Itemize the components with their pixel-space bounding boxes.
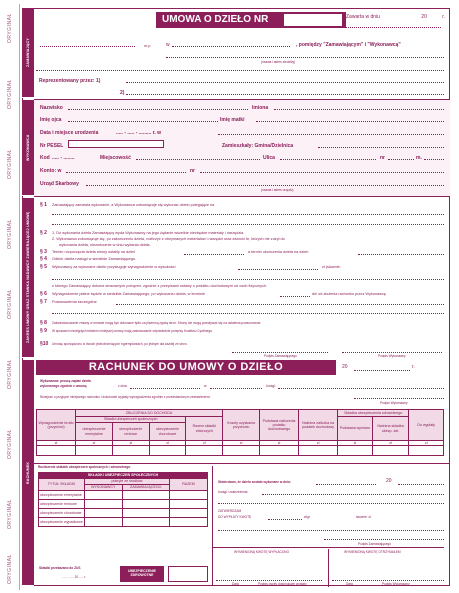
imie-matki-field[interactable] (256, 121, 444, 122)
table-header-skladki: Składki ubezpieczeń społecznych (76, 417, 186, 423)
table-header-zdrowotna: Składka ubezpieczenia zdrowotnego (338, 410, 409, 417)
col-header: ubezpieczenie rentowe (112, 423, 149, 441)
skladka-row-label: ubezpieczenie emerytalne (39, 491, 85, 500)
col-header: Razem składki zbiorczych (186, 417, 223, 441)
gmina-field[interactable] (318, 147, 444, 148)
urzad-label: Urząd Skarbowy (40, 181, 79, 187)
amount-cell[interactable] (170, 491, 208, 500)
otrzymalem-signature-field[interactable] (332, 580, 444, 581)
wykonane-date-field[interactable] (316, 484, 376, 485)
imiona-label: Imiona (252, 105, 269, 111)
special-terms-field-2[interactable] (52, 313, 444, 314)
nazwisko-field[interactable] (68, 109, 248, 110)
amount-cell[interactable] (122, 491, 169, 500)
col-header: ZAMAWIAJĄCEGO (122, 485, 169, 491)
rachunek-signature-label: Podpis Wykonawcy (380, 401, 408, 405)
place-field[interactable] (172, 46, 290, 47)
rachunek-line-b: wykonanego zgodnie z umową (40, 384, 87, 388)
paragraph-text: Zakwestionowanie zmiany w umowie mogą być dokonane tylko za pisemną zgodą stron. Strony nie mogą powoływać się na ustalenia pozaumowne. (52, 321, 262, 325)
zamawiajacy-name-field[interactable] (166, 57, 444, 58)
sidebar-rachunek: RACHUNEK (22, 360, 34, 586)
contract-title: UMOWA O DZIEŁO NR (156, 12, 346, 28)
uwagi-label: Uwagi i zastrzeżenia: (218, 490, 249, 494)
zamawiajacy-signature-label: Podpis Zamawiającego (264, 354, 297, 358)
dzielo-field-2[interactable] (52, 224, 444, 225)
paragraph-text: z którego Zamawiający dokona stosownych potrąceń, zgodnie z przepisami ustawy o podatku dochodowym od osób fizycznych. (52, 284, 268, 288)
kwota-field[interactable] (268, 519, 302, 520)
amount-cell[interactable] (149, 446, 186, 456)
col-header: Należna zaliczka na podatek dochodowy (299, 410, 338, 441)
unit-cell: zł (223, 441, 260, 446)
amount-cell[interactable] (85, 518, 123, 527)
paragraph-text: Wykonawcy za wykonane dzieło przysługuje wynagrodzenie w wysokości (52, 265, 176, 269)
col-header: TYTUŁ SKŁADKI (39, 479, 85, 491)
m-label: m. (416, 155, 422, 161)
rachunek-date-label: z dnia: (118, 384, 128, 388)
konto-label: Konto: w (40, 168, 62, 174)
amount-cell[interactable] (122, 509, 169, 518)
m-field[interactable] (424, 159, 444, 160)
unit-cell: zł (76, 441, 113, 446)
divider (34, 196, 450, 197)
nr-field[interactable] (388, 159, 414, 160)
amount-cell[interactable] (37, 446, 76, 456)
date-field[interactable] (346, 27, 441, 28)
zamawiajacy-address-field[interactable] (36, 70, 444, 71)
zamawiajacy-signature-field[interactable] (232, 352, 328, 353)
do-wyplaty-label: DO WYPŁATY KWOTĘ (218, 515, 252, 519)
divider-bar (212, 547, 444, 548)
ulica-label: Ulica (263, 155, 275, 161)
wyplacono-signature-field[interactable] (216, 580, 322, 581)
paragraph-number: §10 (40, 341, 49, 347)
col-header: Podstawa naliczenia podatku dochodowego (259, 410, 298, 441)
amount-cell[interactable] (186, 446, 223, 456)
pesel-field[interactable] (68, 140, 164, 148)
uwagi-field-2[interactable] (218, 503, 444, 504)
amount-cell[interactable] (223, 446, 260, 456)
unit-cell: zł (149, 441, 186, 446)
dzielo-field[interactable] (52, 214, 444, 215)
original-strip (6, 4, 20, 590)
kasjer-signature-label: Podpis osoby dokonującej wypłaty (258, 582, 307, 586)
col-header: Wynagrodzenie brutto (przychód) (37, 410, 76, 441)
paragraph-text: W sprawach nieobjętych tekstem niniejszej umowy mają zastosowanie odpowiednie przepisy Kodeksu Cywilnego. (52, 329, 213, 333)
representative-1-field[interactable] (126, 82, 444, 83)
skladka-row-label: ubezpieczenie chorobowe (39, 509, 85, 518)
skladki-table (38, 472, 208, 527)
col-header: RAZEM (170, 479, 208, 491)
unit-cell: zł (259, 441, 298, 446)
otrzymalem-label: WYMIENIONĄ KWOTĘ OTRZYMAŁEM (344, 550, 401, 554)
rachunek-date-field[interactable] (354, 370, 410, 371)
rachunek-request: Niniejsze o przyjęcie niniejszego rachunku i dokonanie wypłaty wynagrodzenia zgodnie z przedstawionym zestawieniem: (40, 395, 211, 399)
amount-cell[interactable] (85, 491, 123, 500)
end-date-label: a termin ukończenia dzieła na dzień (248, 250, 309, 254)
slownie-zl-label: słownie: zł (356, 515, 371, 519)
col-header: Do wypłaty (409, 410, 444, 441)
unit-cell: zł (186, 441, 223, 446)
paragraph-text: Umowę sporządzono w dwóch jednobrzmiących egzemplarzach, po jednym dla każdej ze stron. (52, 342, 188, 346)
sidebar-wykonawca: WYKONAWCA (22, 100, 34, 196)
paragraph-text: Wynagrodzenie płatne będzie w siedzibie Zamawiającego, po wykonaniu dzieła, w terminie (52, 292, 205, 296)
data-urodzenia-mask: ..... - ..... - ......... r. w (116, 130, 162, 136)
vertical-divider (328, 549, 329, 587)
strip-label: ORYGINAŁ (7, 219, 13, 249)
paragraph-number: § 2 (40, 230, 47, 236)
rachunek-year: 20 (342, 364, 348, 370)
amount-cell[interactable] (259, 446, 298, 456)
unit-cell: zł (299, 441, 338, 446)
sidebar-zamawiajacy: ZAMAWIAJĄCY (22, 8, 34, 98)
zl-label: zł/gr (304, 515, 311, 519)
skladki-title: SKŁADKI UBEZPIECZEŃ SPOŁECZNYCH (39, 473, 208, 479)
unit-cell: zł (338, 441, 372, 446)
paragraph-text: Odbiór dzieła nastąpi w siedzibie Zamawiającego. (52, 257, 136, 261)
end-date-field[interactable] (358, 254, 444, 255)
kod-label: Kod (40, 155, 50, 161)
divider (34, 463, 450, 464)
strip-label: ORYGINAŁ (7, 554, 13, 584)
vertical-divider (212, 466, 213, 586)
special-terms-field[interactable] (116, 304, 444, 305)
zatwierdzam-signature-label: Podpis Zamawiającego (358, 542, 391, 546)
ubezpieczenie-zdrowotne-box: UBEZPIECZENIE ZDROWOTNE (120, 566, 164, 582)
miejscowosc-field[interactable] (136, 159, 260, 160)
slownie-field[interactable] (52, 279, 444, 280)
paragraph-number: § 9 (40, 328, 47, 334)
bank-field[interactable] (66, 172, 186, 173)
paragraph-text: 1. Do wykonania dzieła Zamawiający wyda Wykonawcy na jego żądanie wszelkie niezbędne materiały i narzędzia. (52, 231, 245, 235)
strip-label: ORYGINAŁ (7, 499, 13, 529)
zatwierdzam-signature-field[interactable] (324, 539, 444, 540)
paragraph-text: wykonania dzieła, niezwłocznie w dniu wydania dzieła. (59, 243, 151, 247)
paragraph-number: § 6 (40, 291, 47, 297)
ulica-field[interactable] (280, 159, 376, 160)
rachunek-uwagi-field[interactable] (278, 388, 444, 389)
pesel-label: Nr PESEL (40, 143, 64, 149)
nazwisko-label: Nazwisko (40, 105, 63, 111)
skladka-row-label: ubezpieczenie rentowe (39, 500, 85, 509)
wykonawca-final-signature-label: Podpis Wykonawcy (382, 582, 410, 586)
col-header: pokryte ze środków (85, 479, 170, 485)
urzad-field[interactable] (86, 185, 444, 186)
col-header: ubezpieczenie chorobowe (149, 423, 186, 441)
representative-2-label: 2) (120, 90, 125, 96)
miejsce-urodzenia-field[interactable] (218, 134, 444, 135)
paragraph-number: § 8 (40, 320, 47, 326)
paragraph-number: § 4 (40, 256, 47, 262)
table-header-main: ZBLICZENIA DO DOCHODU (76, 410, 223, 417)
strip-label: ORYGINAŁ (7, 13, 13, 43)
unit-cell: zł (409, 441, 444, 446)
date-line: Zawarta w dniu 20 r. (346, 14, 446, 20)
col-header: Należna składka ubezp. zdr. (372, 417, 409, 441)
strip-label: ORYGINAŁ (7, 289, 13, 319)
paragraph-text: Postanowienia szczególne (52, 300, 97, 304)
start-date-field[interactable] (184, 254, 244, 255)
paragraph-number: § 1 (40, 202, 47, 208)
miejscowosc-label: Miejscowość (100, 155, 131, 161)
wyplacono-label: WYMIENIONĄ KWOTĘ WYPŁACONO (234, 550, 290, 554)
amount-cell[interactable] (85, 500, 123, 509)
calculation-table (36, 409, 444, 456)
kod-mask: ..... - ........ (52, 155, 75, 161)
data-label: Data (346, 582, 353, 586)
stwierdzam-label: Stwierdzam, że dzieło zostało wykonane w dniu: (218, 480, 291, 484)
amount-cell[interactable] (338, 446, 372, 456)
name-caption: (nazwa i adres siedziby) (261, 60, 296, 64)
przekazano-label: Składki przekazano do ZUS (39, 566, 81, 570)
representative-label: Reprezentowany przez: 1) (39, 78, 101, 84)
amount-cell[interactable] (122, 500, 169, 509)
rachunek-umowa-date-field[interactable] (130, 388, 200, 389)
rachunek-place-field[interactable] (210, 388, 262, 389)
amount-cell[interactable] (76, 446, 113, 456)
between-text: , pomiędzy "Zamawiającym" i "Wykonawcą" (296, 42, 401, 48)
rachunek-place-label: w: (204, 384, 208, 388)
nr-label: nr (380, 155, 385, 161)
urzad-caption: (nazwa i adres urzędu) (261, 188, 294, 192)
konto-nr-label: nr (190, 168, 195, 174)
stamp-line[interactable] (40, 46, 135, 47)
uwagi-field[interactable] (262, 494, 444, 495)
zatwierdzam-label: ZATWIERDZAM (218, 509, 242, 513)
amount-cell[interactable] (170, 509, 208, 518)
amount-cell[interactable] (409, 446, 444, 456)
amount-cell[interactable] (122, 518, 169, 527)
paragraph-number: § 7 (40, 299, 47, 305)
paragraph-text: Termin rozpoczęcia dzieła strony ustaliły na dzień (52, 250, 136, 254)
rozliczenie-heading: Rozliczenie składek ubezpieczeń społecznych i zdrowotnego (38, 465, 131, 469)
wykonane-year: 20 (386, 478, 392, 484)
paragraph-text: 2. Wykonawca zobowiązuje się, po zakończeniu dzieła, rozliczyć z otrzymanych materiałów i narzędzi oraz zwrócić te, których nie zużył do (52, 237, 285, 241)
data-urodzenia-label: Data i miejsce urodzenia (40, 130, 99, 136)
amount-cell[interactable] (372, 446, 409, 456)
imie-matki-label: Imię matki (220, 117, 245, 123)
imie-ojca-field[interactable] (68, 121, 218, 122)
col-header: Koszty uzyskania przychodu (223, 410, 260, 441)
imie-ojca-label: Imię ojca (40, 117, 62, 123)
col-header: ubezpieczenie emerytalne (76, 423, 113, 441)
payment-days-field[interactable] (280, 296, 310, 297)
amount-cell[interactable] (85, 509, 123, 518)
sidebar-zakres: ZAKRES UMOWY ORAZ STAWKA NADAWCY ZAWIERAJĄCEJ UMOWĘ (22, 198, 34, 358)
wynagrodzenie-field[interactable] (238, 269, 318, 270)
zamieszkaly-label: Zamieszkały: Gmina/Dzielnica (222, 143, 294, 149)
slownie-kwota-field[interactable] (218, 530, 444, 531)
paragraph-text: Zamawiający zamawia wykonanie, a Wykonawca zobowiązuje się wykonać dzieło polegające na (52, 203, 215, 207)
slownie-label: zł (słownie: (322, 265, 341, 269)
rachunek-title: RACHUNEK DO UMOWY O DZIEŁO (36, 360, 336, 375)
rachunek-line-a: Wykonawca: proszę zapłać dzieła (40, 379, 91, 383)
imiona-field[interactable] (274, 109, 444, 110)
unit-cell: zł (112, 441, 149, 446)
amount-cell[interactable] (170, 518, 208, 527)
wykonawca-signature-field[interactable] (342, 352, 442, 353)
amount-cell[interactable] (299, 446, 338, 456)
strip-label: ORYGINAŁ (7, 79, 13, 109)
data-label: Data (232, 582, 239, 586)
strip-label: ORYGINAŁ (7, 149, 13, 179)
form-sheet (6, 4, 453, 590)
amount-cell[interactable] (170, 500, 208, 509)
account-number-field[interactable] (200, 172, 444, 173)
mp-label: m.p. (144, 44, 152, 48)
amount-cell[interactable] (112, 446, 149, 456)
paragraph-number: § 5 (40, 264, 47, 270)
zdrowotne-value-field[interactable] (168, 566, 208, 582)
wykonawca-signature-label: Podpis Wykonawcy (378, 354, 406, 358)
rachunek-year-suffix: r. (412, 364, 415, 370)
representative-2-field[interactable] (126, 94, 444, 95)
col-header: Podstawa wymiaru (338, 417, 372, 441)
unit-cell: zł (37, 441, 76, 446)
col-header: WYKONAWCY (85, 485, 123, 491)
rachunek-signature-field[interactable] (354, 398, 444, 399)
between-label: w (166, 42, 170, 48)
przekazano-date: ..... - ..... 20 ..... r. (62, 575, 87, 579)
strip-label: ORYGINAŁ (7, 359, 13, 389)
paragraph-number: § 3 (40, 249, 47, 255)
payment-days-label: dni od złożenia rachunku przez Wykonawcę (312, 292, 386, 296)
skladka-row-label: ubezpieczenie wypadkowe (39, 518, 85, 527)
rachunek-uwagi-label: Uwagi: (266, 384, 276, 388)
unit-cell: zł (372, 441, 409, 446)
wykonane-year-field[interactable] (398, 484, 444, 485)
contract-number-field[interactable] (284, 14, 342, 26)
strip-label: ORYGINAŁ (7, 429, 13, 459)
